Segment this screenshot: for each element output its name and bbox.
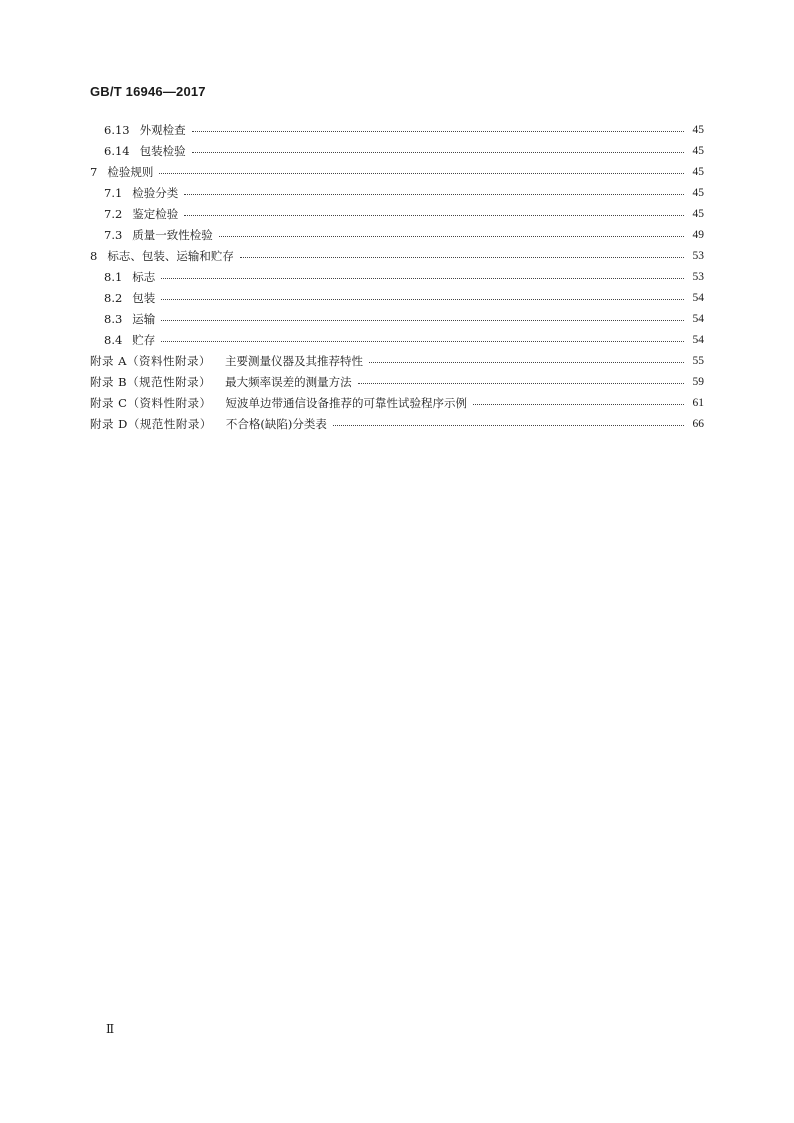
toc-page-number: 53 [692, 249, 704, 262]
toc-entry-8-1[interactable] [90, 266, 704, 287]
toc-title: 包装 [132, 290, 156, 305]
toc-title: 检验规则 [107, 164, 154, 179]
toc-page-number: 49 [692, 228, 704, 241]
toc-number: 7 [90, 164, 98, 179]
toc-number: 6.14 [104, 143, 130, 158]
toc-appendix-label: 附录 C（资料性附录） [90, 395, 212, 410]
standard-code-header: GB/T 16946—2017 [90, 84, 206, 99]
dot-leader [184, 184, 684, 195]
dot-leader [219, 226, 684, 237]
toc-page-number: 59 [692, 375, 704, 388]
toc-entry-7-2[interactable] [90, 203, 704, 224]
dot-leader [161, 268, 684, 279]
toc-title: 质量一致性检验 [132, 227, 213, 242]
toc-entry-8-2[interactable] [90, 287, 704, 308]
toc-number: 7.2 [104, 206, 123, 221]
toc-number: 8.4 [104, 332, 123, 347]
toc-number: 8.1 [104, 269, 123, 284]
dot-leader [473, 394, 684, 405]
dot-leader [333, 415, 684, 426]
toc-entry-6-14[interactable] [90, 140, 704, 161]
toc-title: 检验分类 [132, 185, 179, 200]
toc-entry-appendix-c[interactable] [90, 392, 704, 413]
toc-appendix-label: 附录 A（资料性附录） [90, 353, 211, 368]
toc-entry-8[interactable] [90, 245, 704, 266]
toc-title: 包装检验 [139, 143, 186, 158]
dot-leader [159, 163, 684, 174]
toc-number: 8 [90, 248, 98, 263]
toc-number: 6.13 [104, 122, 130, 137]
dot-leader [161, 289, 684, 300]
dot-leader [161, 331, 684, 342]
toc-title: 运输 [132, 311, 156, 326]
toc-entry-7-1[interactable] [90, 182, 704, 203]
table-of-contents [90, 119, 704, 434]
toc-page-number: 45 [692, 207, 704, 220]
toc-entry-appendix-b[interactable] [90, 371, 704, 392]
toc-entry-8-3[interactable] [90, 308, 704, 329]
toc-appendix-label: 附录 D（规范性附录） [90, 416, 212, 431]
toc-entry-8-4[interactable] [90, 329, 704, 350]
toc-page-number: 45 [692, 123, 704, 136]
page-number-footer: Ⅱ [106, 1022, 115, 1036]
dot-leader [369, 352, 684, 363]
toc-page-number: 45 [692, 165, 704, 178]
dot-leader [192, 142, 684, 153]
toc-entry-appendix-d[interactable] [90, 413, 704, 434]
toc-entry-6-13[interactable] [90, 119, 704, 140]
toc-number: 8.2 [104, 290, 123, 305]
toc-entry-7[interactable] [90, 161, 704, 182]
dot-leader [358, 373, 684, 384]
toc-number: 7.3 [104, 227, 123, 242]
toc-number: 8.3 [104, 311, 123, 326]
toc-title: 鉴定检验 [132, 206, 179, 221]
toc-page-number: 45 [692, 144, 704, 157]
toc-appendix-label: 附录 B（规范性附录） [90, 374, 212, 389]
toc-page-number: 54 [692, 333, 704, 346]
toc-title: 外观检查 [139, 122, 186, 137]
toc-title: 短波单边带通信设备推荐的可靠性试验程序示例 [225, 395, 467, 410]
toc-number: 7.1 [104, 185, 123, 200]
toc-title: 不合格(缺陷)分类表 [225, 416, 327, 431]
toc-title: 标志 [132, 269, 156, 284]
toc-page-number: 55 [692, 354, 704, 367]
toc-page-number: 45 [692, 186, 704, 199]
toc-title: 贮存 [132, 332, 156, 347]
dot-leader [184, 205, 684, 216]
toc-entry-appendix-a[interactable] [90, 350, 704, 371]
toc-page-number: 54 [692, 312, 704, 325]
toc-entry-7-3[interactable] [90, 224, 704, 245]
dot-leader [161, 310, 684, 321]
dot-leader [192, 121, 684, 132]
toc-page-number: 66 [692, 417, 704, 430]
toc-page-number: 61 [692, 396, 704, 409]
toc-title: 标志、包装、运输和贮存 [107, 248, 234, 263]
toc-page-number: 53 [692, 270, 704, 283]
toc-title: 主要测量仪器及其推荐特性 [224, 353, 363, 368]
toc-title: 最大频率误差的测量方法 [225, 374, 352, 389]
dot-leader [240, 247, 684, 258]
toc-page-number: 54 [692, 291, 704, 304]
